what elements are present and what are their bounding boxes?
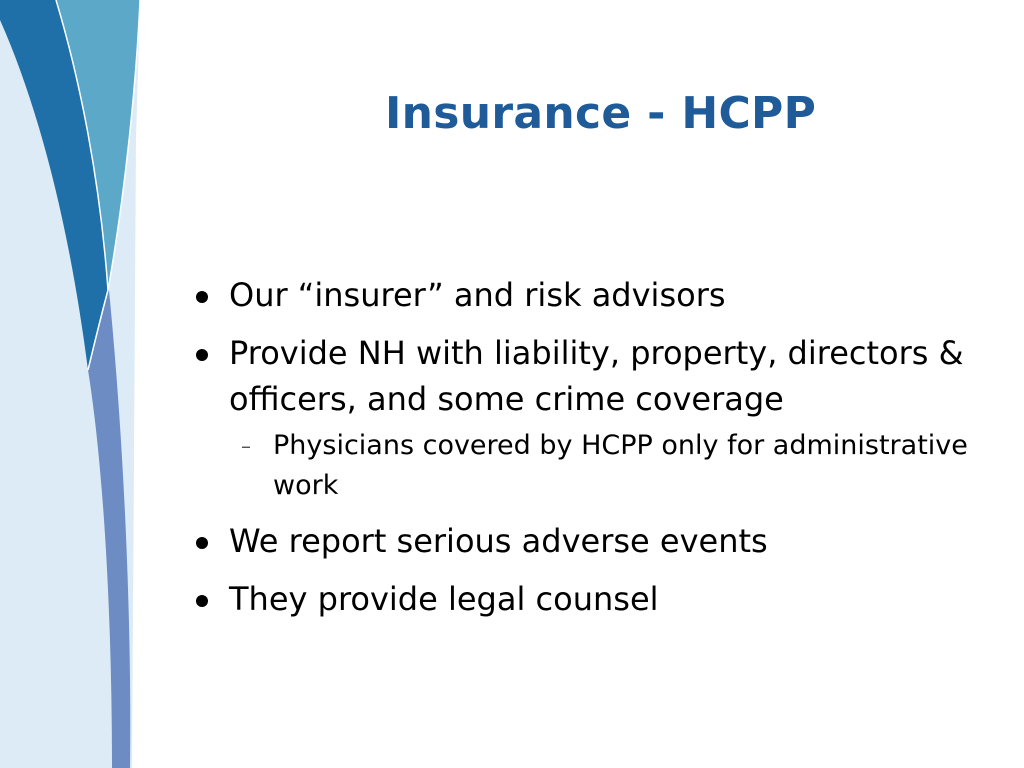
bullet-dot-icon: [196, 537, 208, 549]
bullet-text: Our “insurer” and risk advisors: [229, 276, 726, 314]
sub-bullet-list: [229, 426, 992, 506]
slide-title: Insurance - HCPP: [385, 88, 817, 139]
bullet-list: [192, 272, 992, 634]
dash-icon: –: [241, 434, 251, 458]
bullet-dot-icon: [196, 595, 208, 607]
bullet-item: [192, 518, 992, 564]
sub-bullet-item: [229, 426, 992, 506]
bullet-text: They provide legal counsel: [229, 580, 659, 618]
sub-bullet-text: Physicians covered by HCPP only for administrative work: [273, 430, 968, 501]
decorative-side-swoosh: [0, 0, 150, 768]
bullet-text: Provide NH with liability, property, directors & officers, and some crime coverage: [229, 334, 964, 418]
bullet-dot-icon: [196, 349, 208, 361]
bullet-item: [192, 272, 992, 318]
bullet-item: [192, 576, 992, 622]
bullet-dot-icon: [196, 291, 208, 303]
bullet-text: We report serious adverse events: [229, 522, 768, 560]
bullet-item: [192, 330, 992, 506]
